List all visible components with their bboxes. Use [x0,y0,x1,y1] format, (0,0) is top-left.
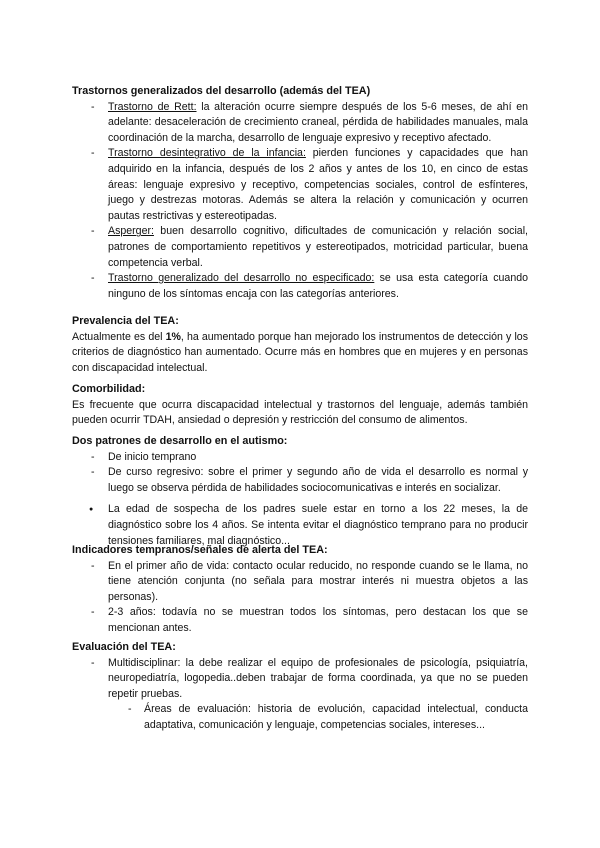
text: , ha aumentado porque han mejorado los instrumentos de detección y los criterios de diagnóstico han aumentado. Ocurre más en hombres que en mujeres y en personas con discapacidad intelectual. [72,330,528,374]
text: Actualmente es del [72,330,166,343]
text: buen desarrollo cognitivo, dificultades de comunicación y relación social, patrones de comportamiento repetitivos y estereotipados, motricidad particular, buena competencia verbal. [108,225,528,269]
section-comorbilidad [72,382,528,429]
heading: Dos patrones de desarrollo en el autismo: [72,435,288,447]
list-item [72,224,528,271]
paragraph: Es frecuente que ocurra discapacidad intelectual y trastornos del lenguaje, además también pueden ocurrir TDAH, ansiedad o depresión y restricción del consumo de alimentos. [72,398,528,427]
section-patrones [72,434,528,549]
term: Trastorno de Rett: [108,100,197,113]
section-indicadores [72,543,528,637]
bold-text: 1% [165,330,181,343]
bullet-item: ● La edad de sospecha de los padres suele estar en torno a los 22 meses, la de diagnóstico sobre los 4 años. Se intenta evitar el diagnóstico temprano para no producir tensiones familiares, mal diagnóstico... [72,502,528,549]
heading: Trastornos generalizados del desarrollo (además del TEA) [72,85,371,97]
heading: Prevalencia del TEA: [72,315,179,327]
term: Trastorno generalizado del desarrollo no especificado: [108,272,375,285]
text: se usa esta categoría cuando ninguno de los síntomas encaja con las categorías anteriores. [108,272,528,300]
term: Trastorno desintegrativo de la infancia: [108,147,306,160]
section-evaluacion [72,640,528,734]
heading: Comorbilidad: [72,383,146,395]
sub-list-item: - Áreas de evaluación: historia de evolución, capacidad intelectual, conducta adaptativa, comunicación y lenguaje, competencias sociales, intereses... [72,702,528,733]
term: Asperger: [108,225,154,238]
paragraph [72,330,528,377]
list-item: - Multidisciplinar: la debe realizar el equipo de profesionales de psicología, psiquiatría, neuropediatría, logopedia..deben trabajar de forma coordinada, ya que no se pueden repetir pruebas. [72,656,528,703]
list-item: - De curso regresivo: sobre el primer y segundo año de vida el desarrollo es normal y luego se observa pérdida de habilidades sociocomunicativas e interés en socializar. [72,465,528,496]
text: la alteración ocurre siempre después de los 5-6 meses, de ahí en adelante: desaceleración de crecimiento craneal, pérdida de habilidades manuales, mala coordinación de la marcha, desarrollo de lenguaje expresivo y receptivo afectado. [108,100,528,144]
section-trastornos [72,84,528,302]
list-item: - 2-3 años: todavía no se muestran todos los síntomas, pero destacan los que se mencionan antes. [72,605,528,636]
list-item [72,146,528,224]
section-prevalencia [72,314,528,376]
heading: Indicadores tempranos/señales de alerta del TEA: [72,544,328,556]
heading: Evaluación del TEA: [72,641,176,653]
list-item [72,100,528,147]
list-item: - De inicio temprano [72,450,528,466]
list-item: - En el primer año de vida: contacto ocular reducido, no responde cuando se le llama, no tiene atención conjunta (no señala para mostrar interés ni muestra objetos a las personas). [72,559,528,606]
text: pierden funciones y capacidades que han adquirido en la infancia, después de los 2 años y antes de los 10, en cinco de estas áreas: lenguaje expresivo y receptivo, competencias sociales, control de esfínteres, juego y destrezas motoras. Además se altera la relación y comunicación y ocurren pautas restrictivas y estereotipadas. [108,147,528,222]
list-item [72,271,528,302]
